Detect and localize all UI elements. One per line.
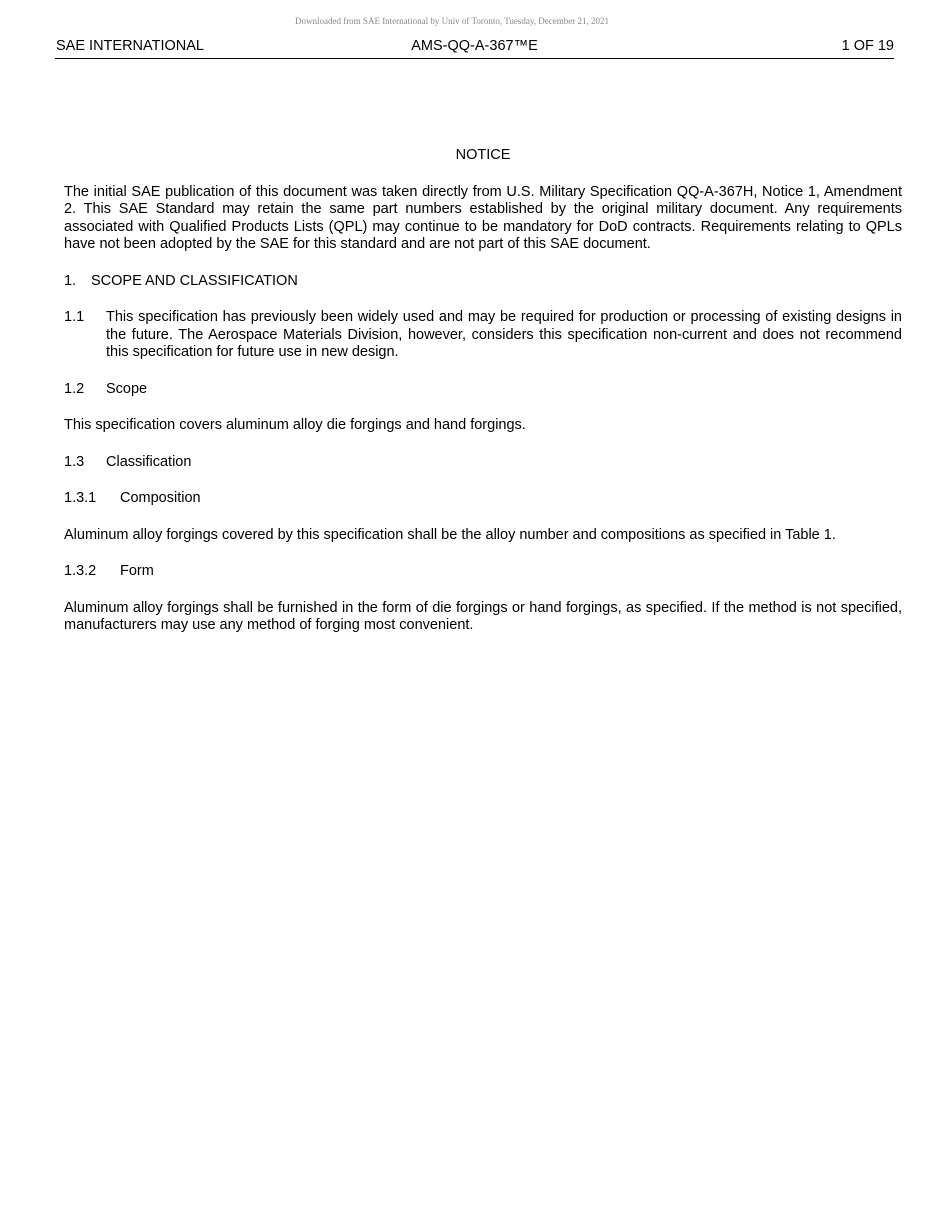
header-organization: SAE INTERNATIONAL xyxy=(56,38,204,54)
section-number: 1.3 xyxy=(64,453,85,470)
download-watermark: Downloaded from SAE International by Univ of Toronto, Tuesday, December 21, 2021 xyxy=(294,16,610,26)
section-number: 1.3.2 xyxy=(64,563,97,579)
section-number: 1.2 xyxy=(64,380,85,397)
notice-text: The initial SAE publication of this document was taken directly from U.S. Military Specification QQ-A-367H, Notice 1, Amendment 2. This SAE Standard may retain the same part numbers established by the original military document. Any requirements associated with Qualified Products Lists (QPL) may continue to be mandatory for DoD contracts. Requirements relating to QPLs have not been adopted by the SAE for this standard and are not part of this SAE document. xyxy=(64,183,902,252)
section-title: Composition xyxy=(120,490,201,506)
section-1-1 xyxy=(64,309,902,362)
section-1-2-text: This specification covers aluminum alloy die forgings and hand forgings. xyxy=(64,417,526,433)
section-number: 1.3.1 xyxy=(64,490,97,506)
section-number: 1.1 xyxy=(64,309,85,325)
page-header xyxy=(55,38,894,59)
header-page-number: 1 OF 19 xyxy=(841,38,894,54)
section-title: Scope xyxy=(106,380,148,397)
section-title: Form xyxy=(120,563,154,579)
section-1-3-1-heading xyxy=(64,490,902,508)
section-number: 1. xyxy=(64,272,77,289)
header-document-number: AMS-QQ-A-367™E xyxy=(411,38,538,54)
section-text: This specification has previously been widely used and may be required for production or processing of existing designs in the future. The Aerospace Materials Division, however, considers this specification non-current and does not recommend this specification for future use in new design. xyxy=(106,309,902,360)
section-1-heading xyxy=(64,273,902,291)
section-1-3-1-text: Aluminum alloy forgings covered by this specification shall be the alloy number and compositions as specified in Table 1. xyxy=(64,526,836,543)
section-1-3-heading xyxy=(64,454,902,472)
notice-title: NOTICE xyxy=(455,147,511,163)
section-1-3-2-text: Aluminum alloy forgings shall be furnished in the form of die forgings or hand forgings, as specified. If the method is not specified, manufacturers may use any method of forging most convenient. xyxy=(64,599,902,633)
section-title: Classification xyxy=(106,453,192,470)
section-1-3-2-heading xyxy=(64,563,902,581)
document-body xyxy=(64,147,902,654)
section-1-2-heading xyxy=(64,381,902,399)
section-title: SCOPE AND CLASSIFICATION xyxy=(91,272,298,289)
